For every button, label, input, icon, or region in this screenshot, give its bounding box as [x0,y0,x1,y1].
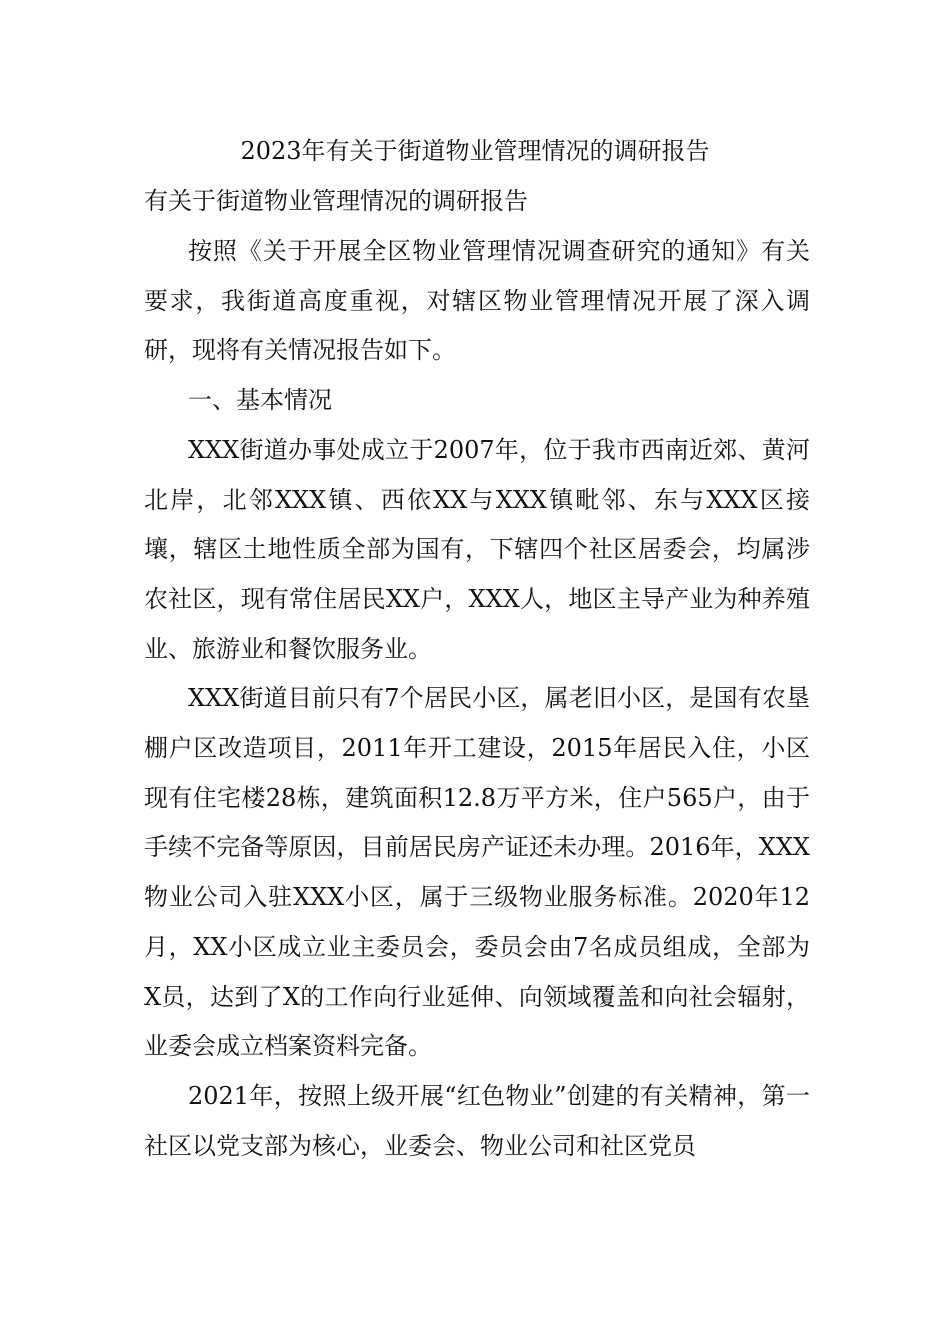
document-title: 2023年有关于街道物业管理情况的调研报告 [240,137,710,165]
paragraph-red-property: 2021年，按照上级开展“红色物业”创建的有关精神，第一社区以党支部为核心，业委会、物业公司和社区党员 [144,1081,810,1160]
paragraph-street-overview: XXX街道办事处成立于2007年，位于我市西南近郊、黄河北岸，北邻XXX镇、西依XX与XXX镇毗邻、东与XXX区接壤，辖区土地性质全部为国有，下辖四个社区居委会，均属涉农社区，现有常住居民XX户，XXX人，地区主导产业为种养殖业、旅游业和餐饮服务业。 [144,435,810,663]
document-body [144,227,810,1171]
paragraph-intro: 按照《关于开展全区物业管理情况调查研究的通知》有关要求，我街道高度重视，对辖区物业管理情况开展了深入调研，现将有关情况报告如下。 [144,237,810,365]
document-subtitle: 有关于街道物业管理情况的调研报告 [144,187,528,215]
paragraph-residential-community: XXX街道目前只有7个居民小区，属老旧小区，是国有农垦棚户区改造项目，2011年开工建设，2015年居民入住，小区现有住宅楼28栋，建筑面积12.8万平方米，住户565户，由于手续不完备等原因，目前居民房产证还未办理。2016年，XXX物业公司入驻XXX小区，属于三级物业服务标准。2020年12月，XX小区成立业主委员会，委员会由7名成员组成，全部为X员，达到了X的工作向行业延伸、向领域覆盖和向社会辐射，业委会成立档案资料完备。 [144,684,810,1061]
section-heading-basic-situation: 一、基本情况 [188,386,332,415]
